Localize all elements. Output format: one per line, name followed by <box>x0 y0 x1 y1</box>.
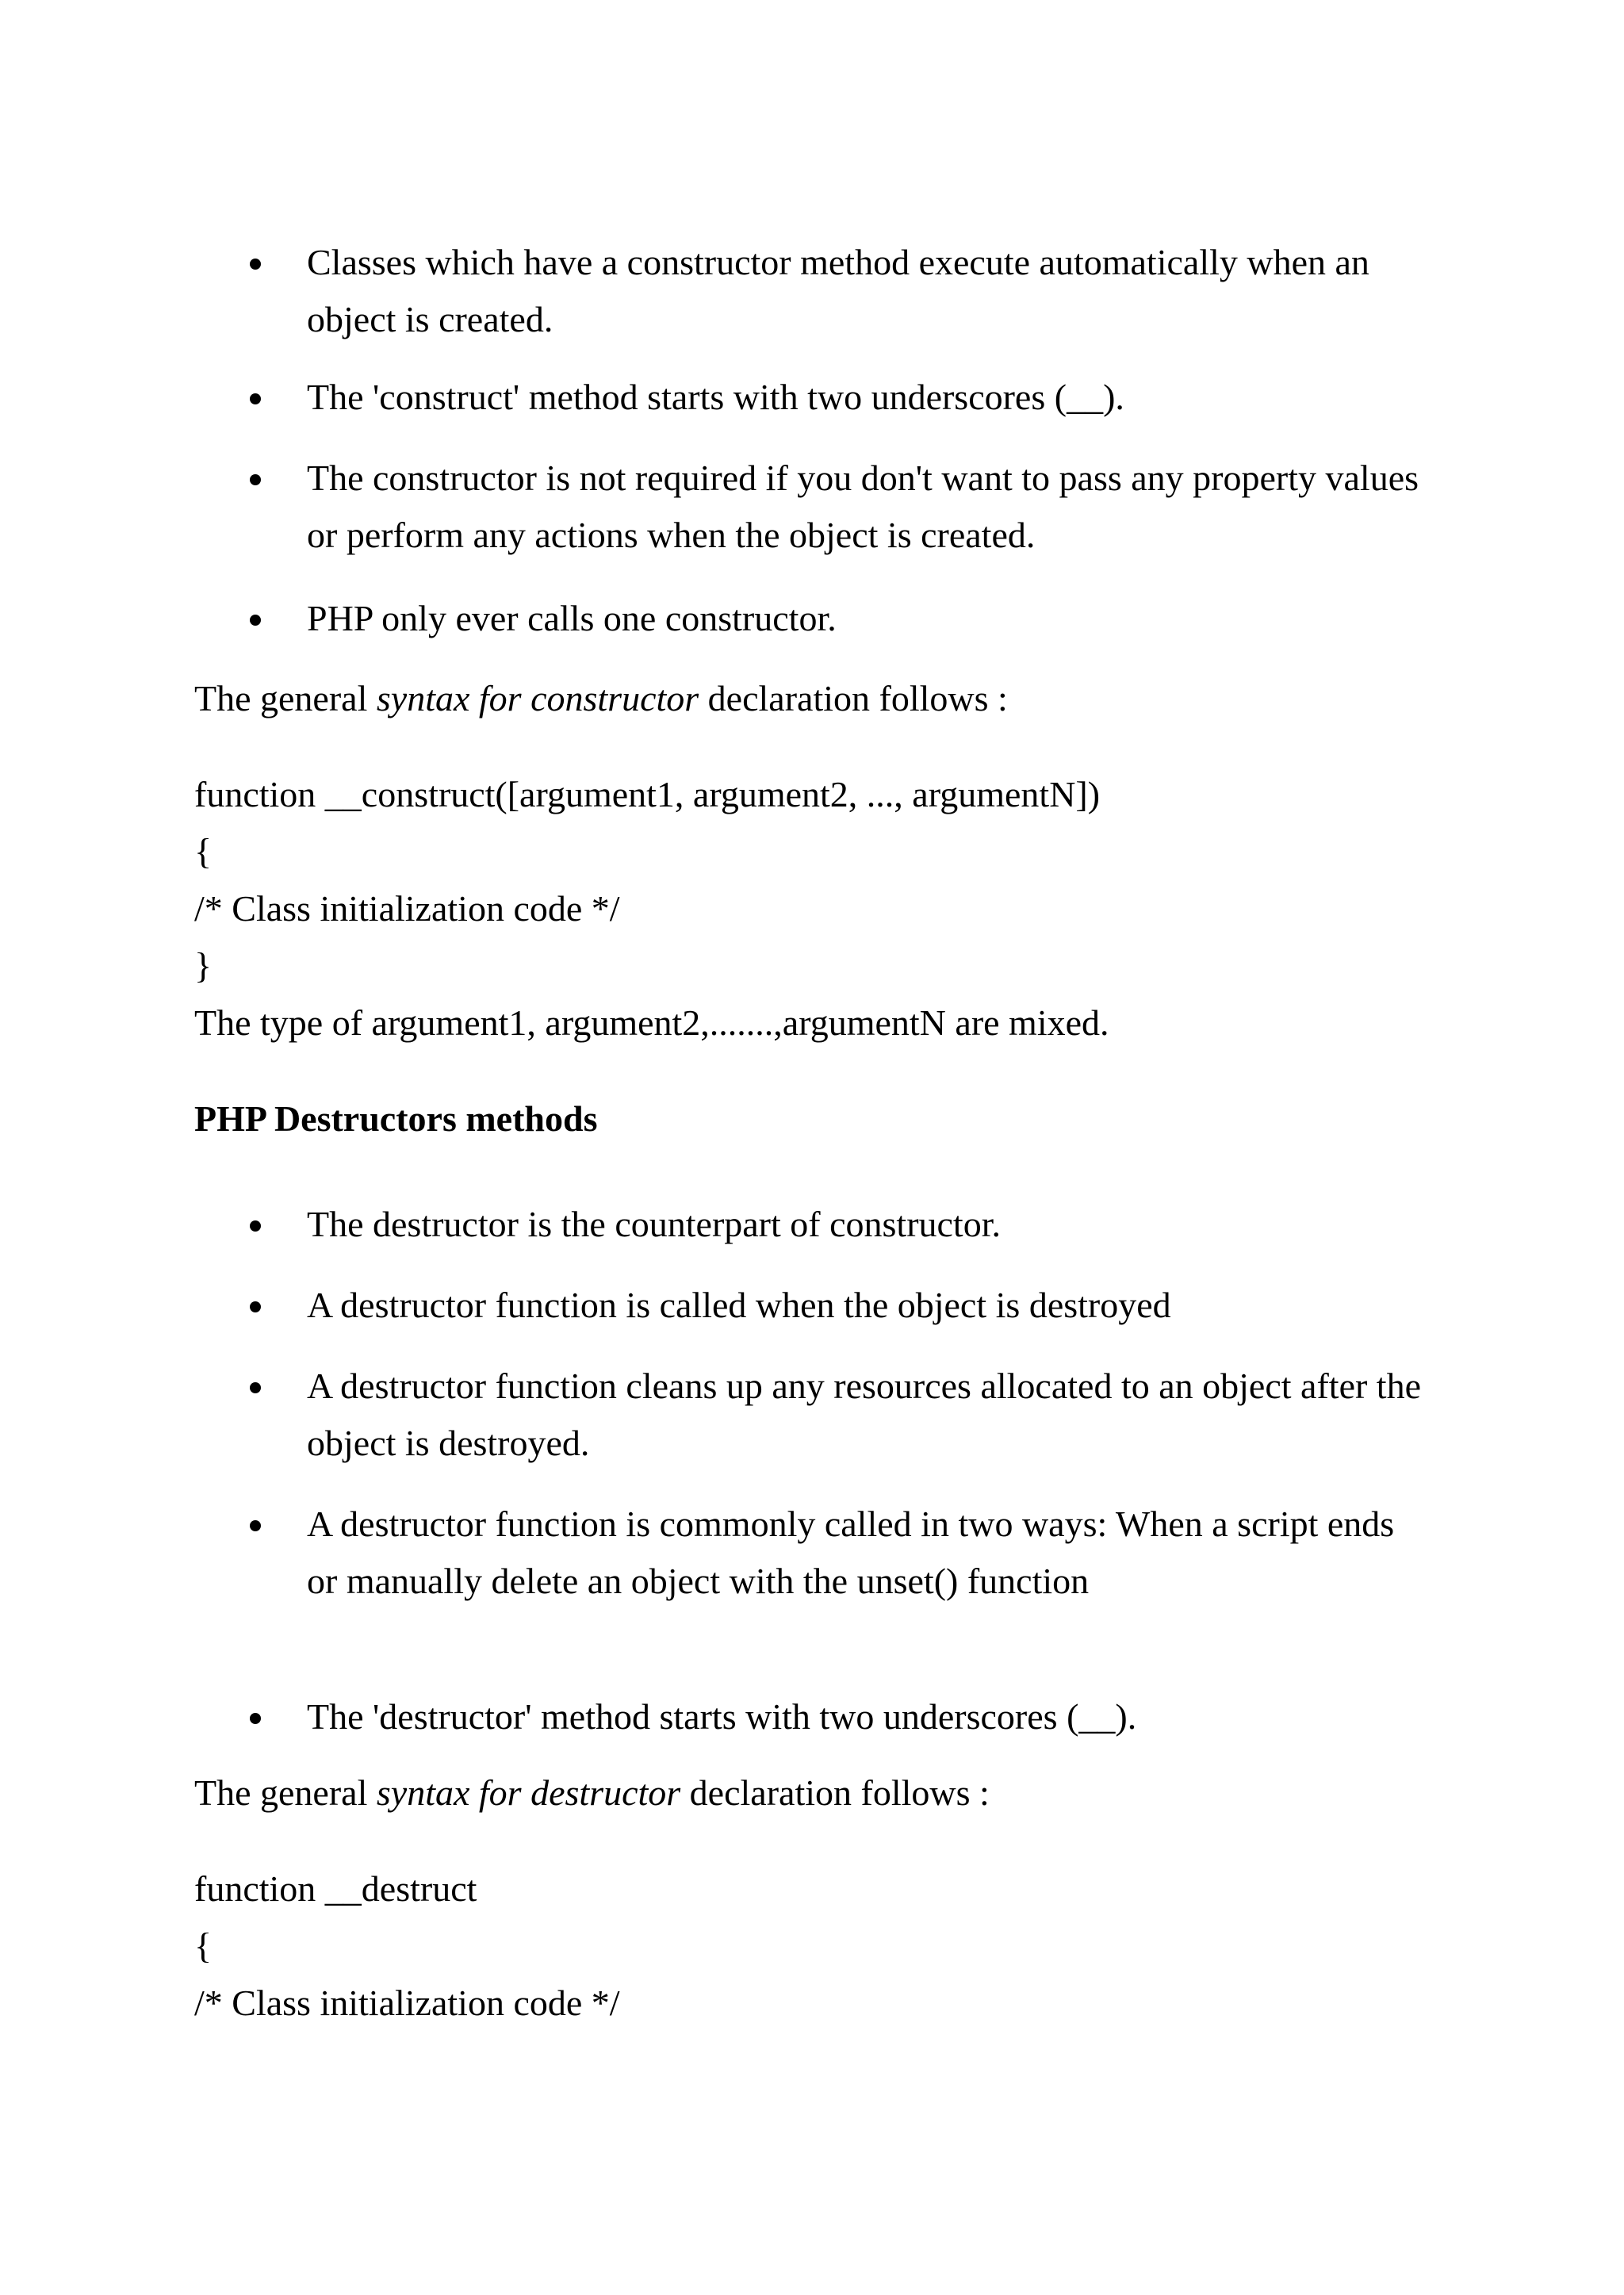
code-line: function __destruct <box>194 1868 477 1909</box>
code-line: { <box>194 831 213 872</box>
intro-text: The general <box>194 678 377 718</box>
bullet-dot <box>250 1382 261 1393</box>
code-line: } <box>194 945 213 986</box>
list-item: The 'construct' method starts with two underscores (__). <box>307 377 1124 417</box>
list-item: PHP only ever calls one constructor. <box>307 598 837 638</box>
bullet-dot <box>250 1713 261 1724</box>
list-item: A destructor function is called when the object is destroyed <box>307 1285 1171 1325</box>
intro-italic: syntax for destructor <box>376 1772 681 1813</box>
code-line: { <box>194 1925 213 1966</box>
intro-italic: syntax for constructor <box>376 678 699 718</box>
destructor-syntax-intro <box>194 1772 990 1813</box>
bullet-dot <box>250 474 261 485</box>
constructor-syntax-intro <box>194 680 1008 717</box>
bullet-dot <box>250 1520 261 1531</box>
bullet-dot <box>250 615 261 626</box>
list-item: A destructor function is commonly called in two ways: When a script ends or manually delete an object with the unset() function <box>307 1504 1395 1601</box>
bullet-dot <box>250 1301 261 1312</box>
list-item: A destructor function cleans up any resources allocated to an object after the object is destroyed. <box>307 1366 1421 1463</box>
code-line: function __construct([argument1, argument2, ..., argumentN]) <box>194 774 1101 814</box>
code-line: /* Class initialization code */ <box>194 1983 620 2023</box>
intro-text: The general <box>194 1772 377 1813</box>
list-item: Classes which have a constructor method execute automatically when an object is created. <box>307 242 1369 339</box>
intro-text: declaration follows : <box>699 678 1008 718</box>
bullet-dot <box>250 1220 261 1232</box>
constructor-note: The type of argument1, argument2,.......,argumentN are mixed. <box>194 1002 1109 1043</box>
list-item: The destructor is the counterpart of constructor. <box>307 1204 1001 1244</box>
bullet-dot <box>250 259 261 270</box>
bullet-dot <box>250 393 261 404</box>
list-item: The constructor is not required if you don't want to pass any property values or perform any actions when the object is created. <box>307 458 1419 555</box>
section-heading: PHP Destructors methods <box>194 1098 598 1139</box>
code-line: /* Class initialization code */ <box>194 888 620 929</box>
list-item: The 'destructor' method starts with two underscores (__). <box>307 1696 1137 1737</box>
intro-text: declaration follows : <box>680 1772 990 1813</box>
